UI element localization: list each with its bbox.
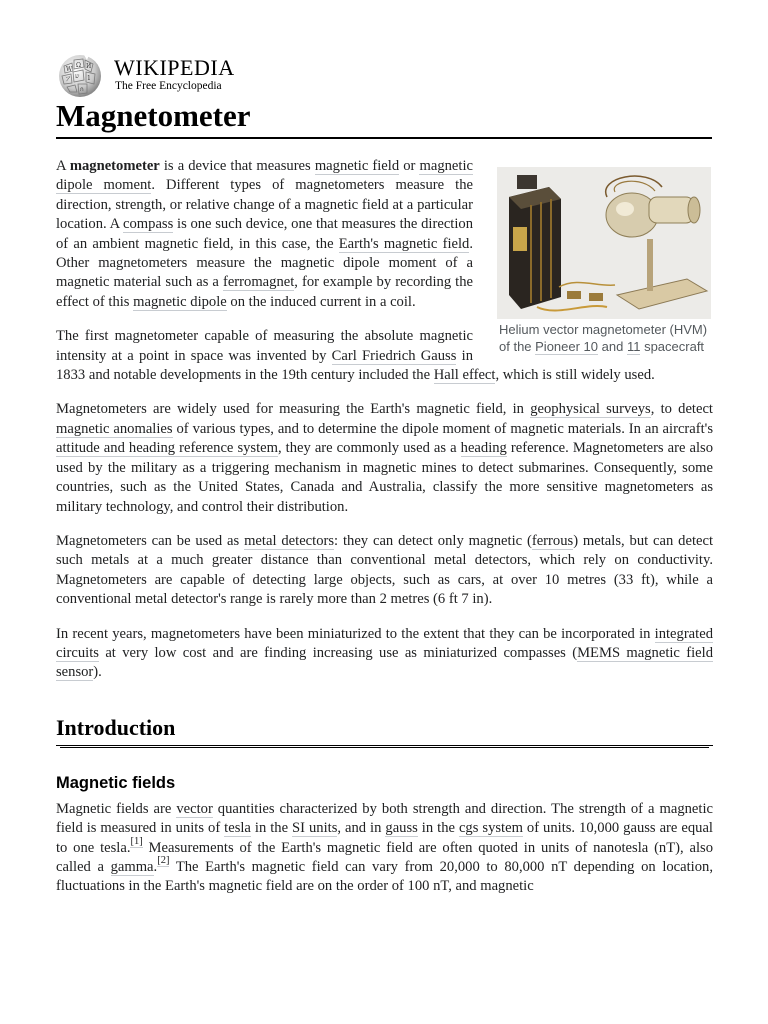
wikipedia-tagline: The Free Encyclopedia <box>115 80 222 92</box>
subsection-heading-magnetic-fields: Magnetic fields <box>56 773 176 792</box>
link-magnetic-dipole-moment[interactable]: magnetic dipole moment <box>56 158 473 194</box>
text: . Other magnetometers measure the magnetic dipole moment of a magnetic material such as a <box>56 235 473 291</box>
link-ferrous[interactable]: ferrous <box>531 532 574 549</box>
link-ferromagnet[interactable]: ferromagnet <box>222 274 295 291</box>
link-carl-friedrich-gauss[interactable]: Carl Friedrich Gauss <box>331 347 457 364</box>
svg-text:Ω: Ω <box>76 62 81 69</box>
link-earths-magnetic-field[interactable]: Earth's magnetic field <box>338 235 470 252</box>
helium-vector-magnetometer-image <box>497 167 711 319</box>
link-magnetic-field[interactable]: magnetic field <box>314 158 400 174</box>
infobox-figure <box>497 167 713 355</box>
svg-text:ก: ก <box>80 86 84 93</box>
link-si-units[interactable]: SI units <box>292 820 338 837</box>
link-pioneer-10[interactable]: Pioneer 10 <box>535 339 599 354</box>
reference-2[interactable]: [2] <box>157 855 170 867</box>
text: , they are commonly used as a <box>277 440 461 457</box>
text: in 1833 and notable developments in the 19th century included the <box>56 347 474 384</box>
text: at very low cost and are finding increasing use as miniaturized compasses ( <box>98 644 578 661</box>
link-heading[interactable]: heading <box>460 440 507 457</box>
text: : they can detect only magnetic ( <box>334 532 532 549</box>
link-gamma[interactable]: gamma <box>110 858 154 875</box>
svg-text:W: W <box>66 66 73 73</box>
link-geophysical-surveys[interactable]: geophysical surveys <box>530 401 651 418</box>
text: , to detect <box>650 401 713 418</box>
text: on the induced current in a coil. <box>226 293 416 310</box>
text: Magnetometers can be used as <box>56 532 245 549</box>
wikipedia-globe-logo-icon <box>56 54 104 98</box>
text: reference. Magnetometers are also used by the military as a triggering mechanism in magnetic mines to detect submarines. Consequently, some countries, such as the United States, Canada and Australia, classify the more sensitive magnetometers as military technology, and control their distribution. <box>56 440 713 515</box>
text: , for example by recording the effect of this <box>56 274 473 310</box>
link-cgs-system[interactable]: cgs system <box>458 820 523 837</box>
caption-text: Helium vector magnetometer (HVM) of the <box>499 322 708 354</box>
svg-text:И: И <box>86 63 92 70</box>
caption-text: and <box>598 339 627 354</box>
text: in the <box>417 820 459 837</box>
text: ) metals, but can detect such metals at a much greater distance than conventional metal detectors, which rely on conductivity. Magnetometers are capable of detecting large objects, such as cars, at over 10 metres (33 ft), while a conventional metal detector's range is rarely more than 2 metres (6 ft 7 in). <box>56 532 714 608</box>
text: is one such device, one that measures the direction of an ambient magnetic field, in this case, the <box>56 216 473 252</box>
text: or <box>399 158 420 174</box>
link-mems-magnetic-field-sensor[interactable]: MEMS magnetic field sensor <box>56 644 713 681</box>
link-compass[interactable]: compass <box>123 216 174 233</box>
link-attitude-heading-reference-system[interactable]: attitude and heading reference system <box>56 440 278 457</box>
svg-text:ש: ש <box>75 73 80 80</box>
link-magnetic-anomalies[interactable]: magnetic anomalies <box>56 420 173 437</box>
svg-text:ア: ア <box>65 76 72 83</box>
text: . Different types of magnetometers measure the direction, strength, or relative change of a magnetic field at a particular location. A <box>56 177 473 233</box>
article-body <box>56 157 713 912</box>
section-heading-introduction: Introduction <box>56 713 713 746</box>
text: . <box>153 858 158 875</box>
text: of various types, and to determine the dipole moment of magnetic materials. In an aircraft's <box>172 420 713 437</box>
text: quantities characterized by both strength and direction. The strength of a magnetic field is measured in units of <box>56 800 713 837</box>
paragraph-uses <box>56 400 713 516</box>
wikipedia-wordmark: WIKIPEDIA <box>114 55 235 80</box>
link-metal-detectors[interactable]: metal detectors <box>244 532 335 549</box>
bold-term: magnetometer <box>69 158 160 174</box>
figure-caption <box>497 319 713 355</box>
paragraph-miniaturization <box>56 625 713 683</box>
svg-text:1: 1 <box>87 75 91 82</box>
link-hall-effect[interactable]: Hall effect <box>433 367 496 384</box>
text: The Earth's magnetic field can vary from 20,000 to 80,000 nT depending on location, fluctuations in the Earth's magnetic field are on the order of 100 nT, and magnetic <box>56 858 713 895</box>
paragraph-magnetic-fields <box>56 800 713 897</box>
text: Magnetometers are widely used for measuring the Earth's magnetic field, in <box>56 401 531 418</box>
text: Measurements of the Earth's magnetic field are often quoted in units of nanotesla (nT), also called a <box>56 839 713 875</box>
link-gauss[interactable]: gauss <box>385 820 418 837</box>
text: of units. 10,000 gauss are equal to one tesla. <box>56 820 713 856</box>
link-integrated-circuits[interactable]: integrated circuits <box>56 625 713 661</box>
paragraph-metal-detectors <box>56 532 713 610</box>
text: , which is still widely used. <box>495 367 655 384</box>
text: The first magnetometer capable of measuring the absolute magnetic intensity at a point in space was invented by <box>56 328 473 364</box>
link-tesla[interactable]: tesla <box>224 820 251 837</box>
link-pioneer-11[interactable]: 11 <box>626 339 641 354</box>
text: , and in <box>337 820 386 837</box>
text: ). <box>93 664 102 681</box>
page-title: Magnetometer <box>56 97 712 139</box>
site-header[interactable] <box>56 54 356 98</box>
link-magnetic-dipole[interactable]: magnetic dipole <box>133 293 227 310</box>
text: in the <box>250 820 293 837</box>
text: Magnetic fields are <box>56 800 177 817</box>
text: is a device that measures <box>159 158 315 174</box>
text: A <box>56 158 70 174</box>
link-vector[interactable]: vector <box>176 800 213 817</box>
reference-1[interactable]: [1] <box>130 835 143 847</box>
caption-text: spacecraft <box>640 339 705 354</box>
text: In recent years, magnetometers have been miniaturized to the extent that they can be incorporated in <box>56 625 655 642</box>
